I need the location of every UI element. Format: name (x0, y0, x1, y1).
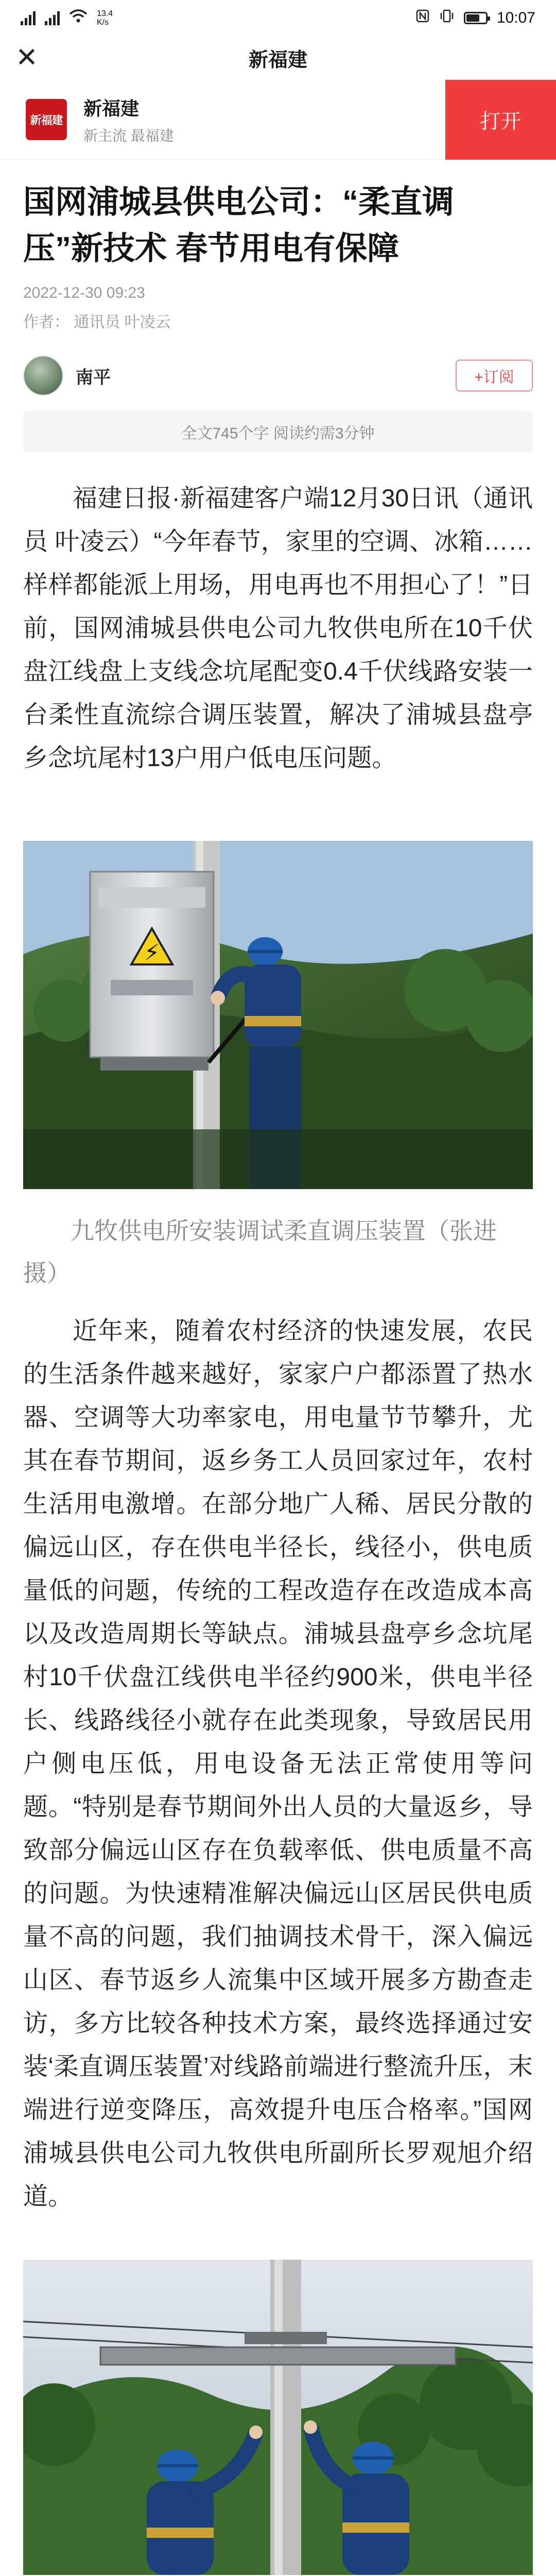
paragraph-2: 近年来，随着农村经济的快速发展，农民的生活条件越来越好，家家户户都添置了热水器、空调等大功率家电，用电量节节攀升，尤其在春节期间，返乡务工人员回家过年，农村生活用电激增。在部分地广人稀、居民分散的偏远山区，存在供电半径长，线径小，供电质量低的问题，传统的工程改造存在改造成本高以及改造周期长等缺点。浦城县盘亭乡念坑尾村10千伏盘江线供电半径约900米，供电半径长、线路线径小就存在此类现象，导致居民用户侧电压低，用电设备无法正常使用等问题。“特别是春节期间外出人员的大量返乡，导致部分偏远山区存在负载率低、供电质量不高的问题。为快速精准解决偏远山区居民供电质量不高的问题，我们抽调技术骨干，深入偏远山区、春节返乡人流集中区域开展多方勘查走访，多方比较各种技术方案，最终选择通过安装‘柔直调压装置’对线路前端进行整流升压，末端进行逆变降压，高效提升电压合格率。”国网浦城县供电公司九牧供电所副所长罗观旭介绍道。 (23, 1317, 533, 2210)
status-left (21, 9, 113, 27)
vibrate-icon (439, 9, 455, 27)
signal-2-icon (45, 11, 60, 25)
svg-text:⚡: ⚡ (144, 940, 160, 966)
close-icon[interactable]: ✕ (15, 43, 38, 73)
article-photo-1[interactable] (23, 841, 533, 1189)
net-speed-unit: K/s (97, 18, 109, 27)
app-logo: 新福建 (26, 99, 67, 140)
publish-time: 2022-12-30 09:23 (23, 284, 145, 301)
signal-icon (21, 11, 36, 25)
app-download-banner (0, 80, 556, 160)
app-slogan: 新主流 最福建 (83, 127, 174, 144)
photo-1-caption: 九牧供电所安装调试柔直调压装置（张进 摄） (23, 1217, 497, 1286)
status-right (415, 9, 535, 27)
nfc-icon (415, 9, 430, 27)
status-time: 10:07 (496, 9, 535, 26)
subscribe-button[interactable]: +订阅 (456, 360, 533, 392)
open-app-button[interactable]: 打开 (445, 80, 556, 160)
app-name: 新福建 (83, 97, 140, 119)
article-photo-2[interactable] (23, 2260, 533, 2575)
nav-title: 新福建 (248, 49, 307, 71)
source-name[interactable]: 南平 (76, 367, 111, 387)
nav-bar (0, 36, 556, 80)
wifi-icon (69, 9, 88, 27)
paragraph-1: 福建日报·新福建客户端12月30日讯（通讯员 叶凌云）“今年春节，家里的空调、冰箱……样样都能派上用场，用电再也不用担心了！”日前，国网浦城县供电公司九牧供电所在10千伏盘江线盘上支线念坑尾配变0.4千伏线路安装一台柔性直流综合调压装置，解决了浦城县盘亭乡念坑尾村13户用户低电压问题。 (23, 485, 533, 772)
photo-2-graphic (23, 2260, 533, 2575)
article (0, 179, 556, 2576)
source-avatar[interactable] (23, 355, 63, 396)
battery-icon (464, 12, 488, 24)
status-bar (0, 0, 556, 36)
photo-1-graphic (23, 841, 533, 1189)
article-title: 国网浦城县供电公司：“柔直调压”新技术 春节用电有保障 (23, 184, 455, 266)
net-speed-value: 13.4 (97, 9, 113, 18)
read-info: 全文745个字 阅读约需3分钟 (23, 411, 533, 452)
article-author: 作者： 通讯员 叶凌云 (23, 314, 171, 331)
source-row (23, 352, 533, 399)
battery-fill (466, 14, 479, 22)
net-speed (97, 9, 113, 27)
